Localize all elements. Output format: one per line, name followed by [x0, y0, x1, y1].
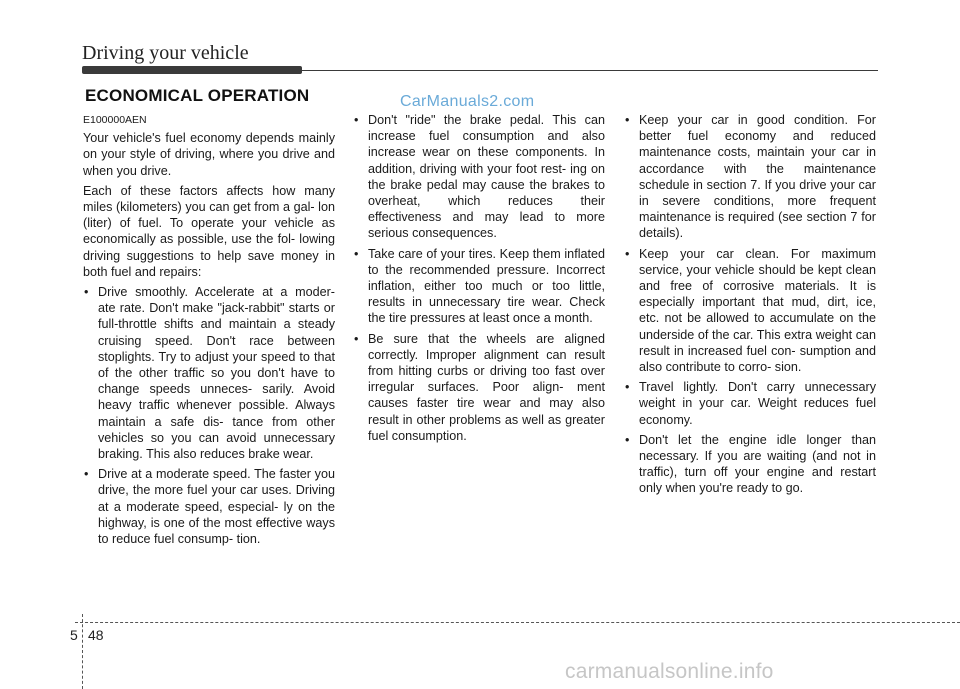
list-item — [624, 246, 876, 376]
list-item-text: Keep your car in good condition. For better fuel economy and reduced maintenance costs, maintain your car in accordance with the maintenance schedule in section 7. If you drive your car in severe conditions, more frequent maintenance is required (see section 7 for details). — [639, 113, 876, 241]
list-item-text: Be sure that the wheels are aligned correctly. Improper alignment can result from hitting curbs or driving too fast over irregular surfaces. Poor align- ment causes faster tire wear and may also result in other problems as well as greater fuel consumption. — [368, 331, 605, 443]
bullet-icon: • — [625, 246, 630, 261]
bullet-icon: • — [84, 467, 89, 482]
section-code: E100000AEN — [83, 114, 147, 126]
page-number: 48 — [88, 627, 104, 643]
bullet-icon: • — [84, 285, 89, 300]
bullet-list — [624, 112, 876, 497]
list-item — [624, 112, 876, 242]
list-item — [83, 284, 335, 462]
bullet-list — [353, 112, 605, 444]
list-item — [353, 246, 605, 327]
bullet-icon: • — [354, 246, 359, 261]
section-title: ECONOMICAL OPERATION — [85, 86, 310, 105]
list-item-text: Travel lightly. Don't carry unnecessary weight in your car. Weight reduces fuel economy. — [639, 380, 876, 427]
paragraph: Each of these factors affects how many miles (kilometers) you can get from a gal- lon (liter) of fuel. To operate your vehicle as economically as possible, use the fol- lowing driving suggestions to help save money in both fuel and repairs: — [83, 183, 335, 279]
footer-divider — [75, 622, 960, 623]
header-bar — [82, 66, 302, 74]
list-item — [353, 331, 605, 444]
list-item-text: Keep your car clean. For maximum service, your vehicle should be kept clean and free of corrosive materials. It is especially important that mud, dirt, ice, etc. not be allowed to accumulate on the underside of the car. This extra weight can result in increased fuel con- sumption and also contribute to corro- sion. — [639, 246, 876, 375]
bullet-icon: • — [354, 331, 359, 346]
watermark-top: CarManuals2.com — [400, 93, 535, 110]
column-2 — [353, 112, 605, 448]
column-3 — [624, 112, 876, 501]
list-item-text: Drive at a moderate speed. The faster you drive, the more fuel your car uses. Driving at a moderate speed, especial- ly on the highway, is one of the most effective ways to reduce fuel consump- tion. — [98, 467, 335, 547]
list-item — [83, 466, 335, 547]
list-item — [624, 432, 876, 497]
column-1 — [83, 112, 335, 551]
header-title: Driving your vehicle — [82, 42, 249, 64]
paragraph: Your vehicle's fuel economy depends mainly on your style of driving, where you drive and when you drive. — [83, 131, 335, 178]
bullet-list — [83, 284, 335, 547]
list-item-text: Don't let the engine idle longer than necessary. If you are waiting (and not in traffic), turn off your engine and restart only when you're ready to go. — [639, 432, 876, 496]
bullet-icon: • — [625, 380, 630, 395]
bullet-icon: • — [354, 113, 359, 127]
list-item-text: Take care of your tires. Keep them inflated to the recommended pressure. Incorrect inflation, either too much or too little, results in unnecessary tire wear. Check the tire pressures at least once a month. — [368, 246, 605, 326]
list-item — [624, 379, 876, 428]
list-item-text: Don't "ride" the brake pedal. This can increase fuel consumption and also increase wear on these components. In addition, driving with your foot rest- ing on the brake pedal may cause the brakes to overheat, which reduces their effectiveness and may lead to more serious consequences. — [368, 113, 605, 241]
bullet-icon: • — [625, 113, 630, 127]
watermark-bottom: carmanualsonline.info — [565, 660, 774, 683]
footer-vertical-divider — [82, 614, 83, 689]
list-item — [353, 112, 605, 242]
header-rule — [302, 70, 878, 71]
bullet-icon: • — [625, 432, 630, 447]
list-item-text: Drive smoothly. Accelerate at a moder- ate rate. Don't make "jack-rabbit" starts or full-throttle shifts and maintain a steady cruising speed. Don't race between stoplights. Try to adjust your speed to that of the other traffic so you don't have to change speeds unneces- sarily. Avoid heavy traffic whenever possible. Always maintain a safe dis- tance from other vehicles so you can avoid unnecessary braking. This also reduces brake wear. — [98, 285, 335, 462]
section-number: 5 — [70, 627, 78, 643]
